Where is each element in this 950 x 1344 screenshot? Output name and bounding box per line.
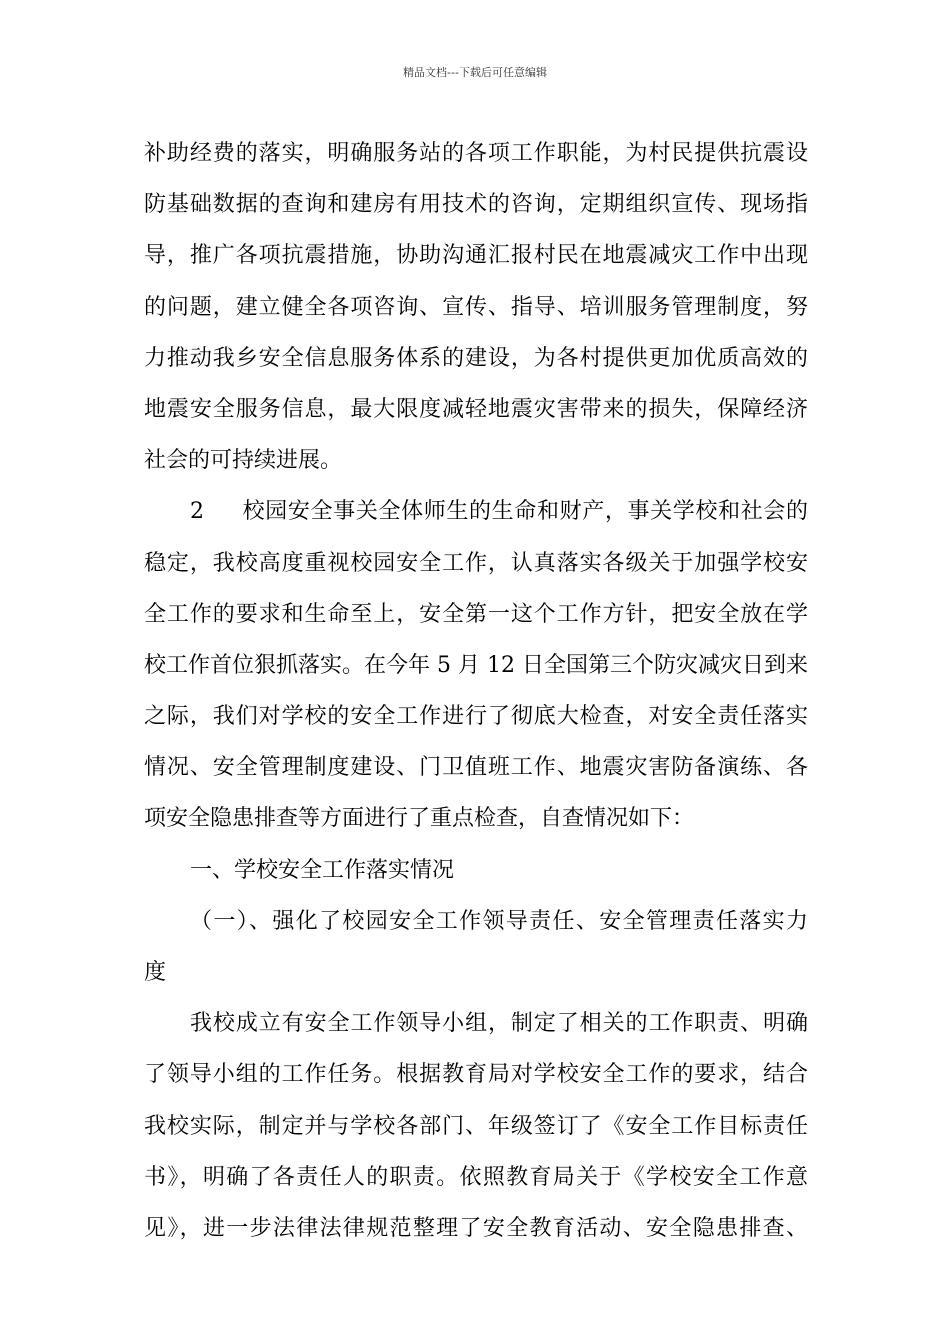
paragraph-line: 我校实际，制定并与学校各部门、年级签订了《安全工作目标责任	[144, 1113, 808, 1139]
paragraph-line: 地震安全服务信息，最大限度减轻地震灾害带来的损失，保障经济	[144, 396, 808, 422]
section-heading: 一、学校安全工作落实情况	[190, 857, 455, 883]
paragraph-line: 稳定，我校高度重视校园安全工作，认真落实各级关于加强学校安	[144, 550, 808, 576]
paragraph-line: 书》，明确了各责任人的职责。依照教育局关于《学校安全工作意	[144, 1164, 808, 1190]
document-body	[144, 128, 808, 1254]
paragraph-line: 全工作的要求和生命至上，安全第一这个工作方针，把安全放在学	[144, 601, 808, 627]
paragraph-line: 了领导小组的工作任务。根据教育局对学校安全工作的要求，结合	[144, 1062, 808, 1088]
paragraph-line: 我校成立有安全工作领导小组，制定了相关的工作职责、明确	[190, 1011, 808, 1037]
paragraph-line: 社会的可持续进展。	[144, 448, 343, 474]
paragraph-line: 力推动我乡安全信息服务体系的建设，为各村提供更加优质高效的	[144, 345, 808, 371]
paragraph-line: 校工作首位狠抓落实。在今年 5 月 12 日全国第三个防灾减灾日到来	[144, 652, 808, 678]
paragraph-line: 补助经费的落实，明确服务站的各项工作职能，为村民提供抗震设	[144, 141, 808, 166]
paragraph-line: 项安全隐患排查等方面进行了重点检查，自查情况如下：	[144, 806, 695, 832]
paragraph-text: 校园安全事关全体师生的生命和财产，事关学校和社会的	[242, 499, 808, 525]
paragraph-line: 见》，进一步法律法律规范整理了安全教育活动、安全隐患排查、	[144, 1215, 808, 1241]
paragraph-line: 导，推广各项抗震措施，协助沟通汇报村民在地震减灾工作中出现	[144, 243, 808, 269]
page-header: 精品文档---下载后可任意编辑	[403, 66, 547, 79]
paragraph-line: 情况、安全管理制度建设、门卫值班工作、地震灾害防备演练、各	[144, 755, 808, 781]
section-number: 2	[190, 499, 204, 525]
subsection-heading: （一）、强化了校园安全工作领导责任、安全管理责任落实力	[190, 908, 808, 934]
paragraph-line: 防基础数据的查询和建房有用技术的咨询，定期组织宣传、现场指	[144, 192, 808, 218]
paragraph-line: 之际，我们对学校的安全工作进行了彻底大检查，对安全责任落实	[144, 704, 808, 730]
paragraph-line	[144, 486, 808, 537]
paragraph-line: 的问题，建立健全各项咨询、宣传、指导、培训服务管理制度，努	[144, 294, 808, 320]
subsection-heading-continued: 度	[144, 960, 167, 985]
